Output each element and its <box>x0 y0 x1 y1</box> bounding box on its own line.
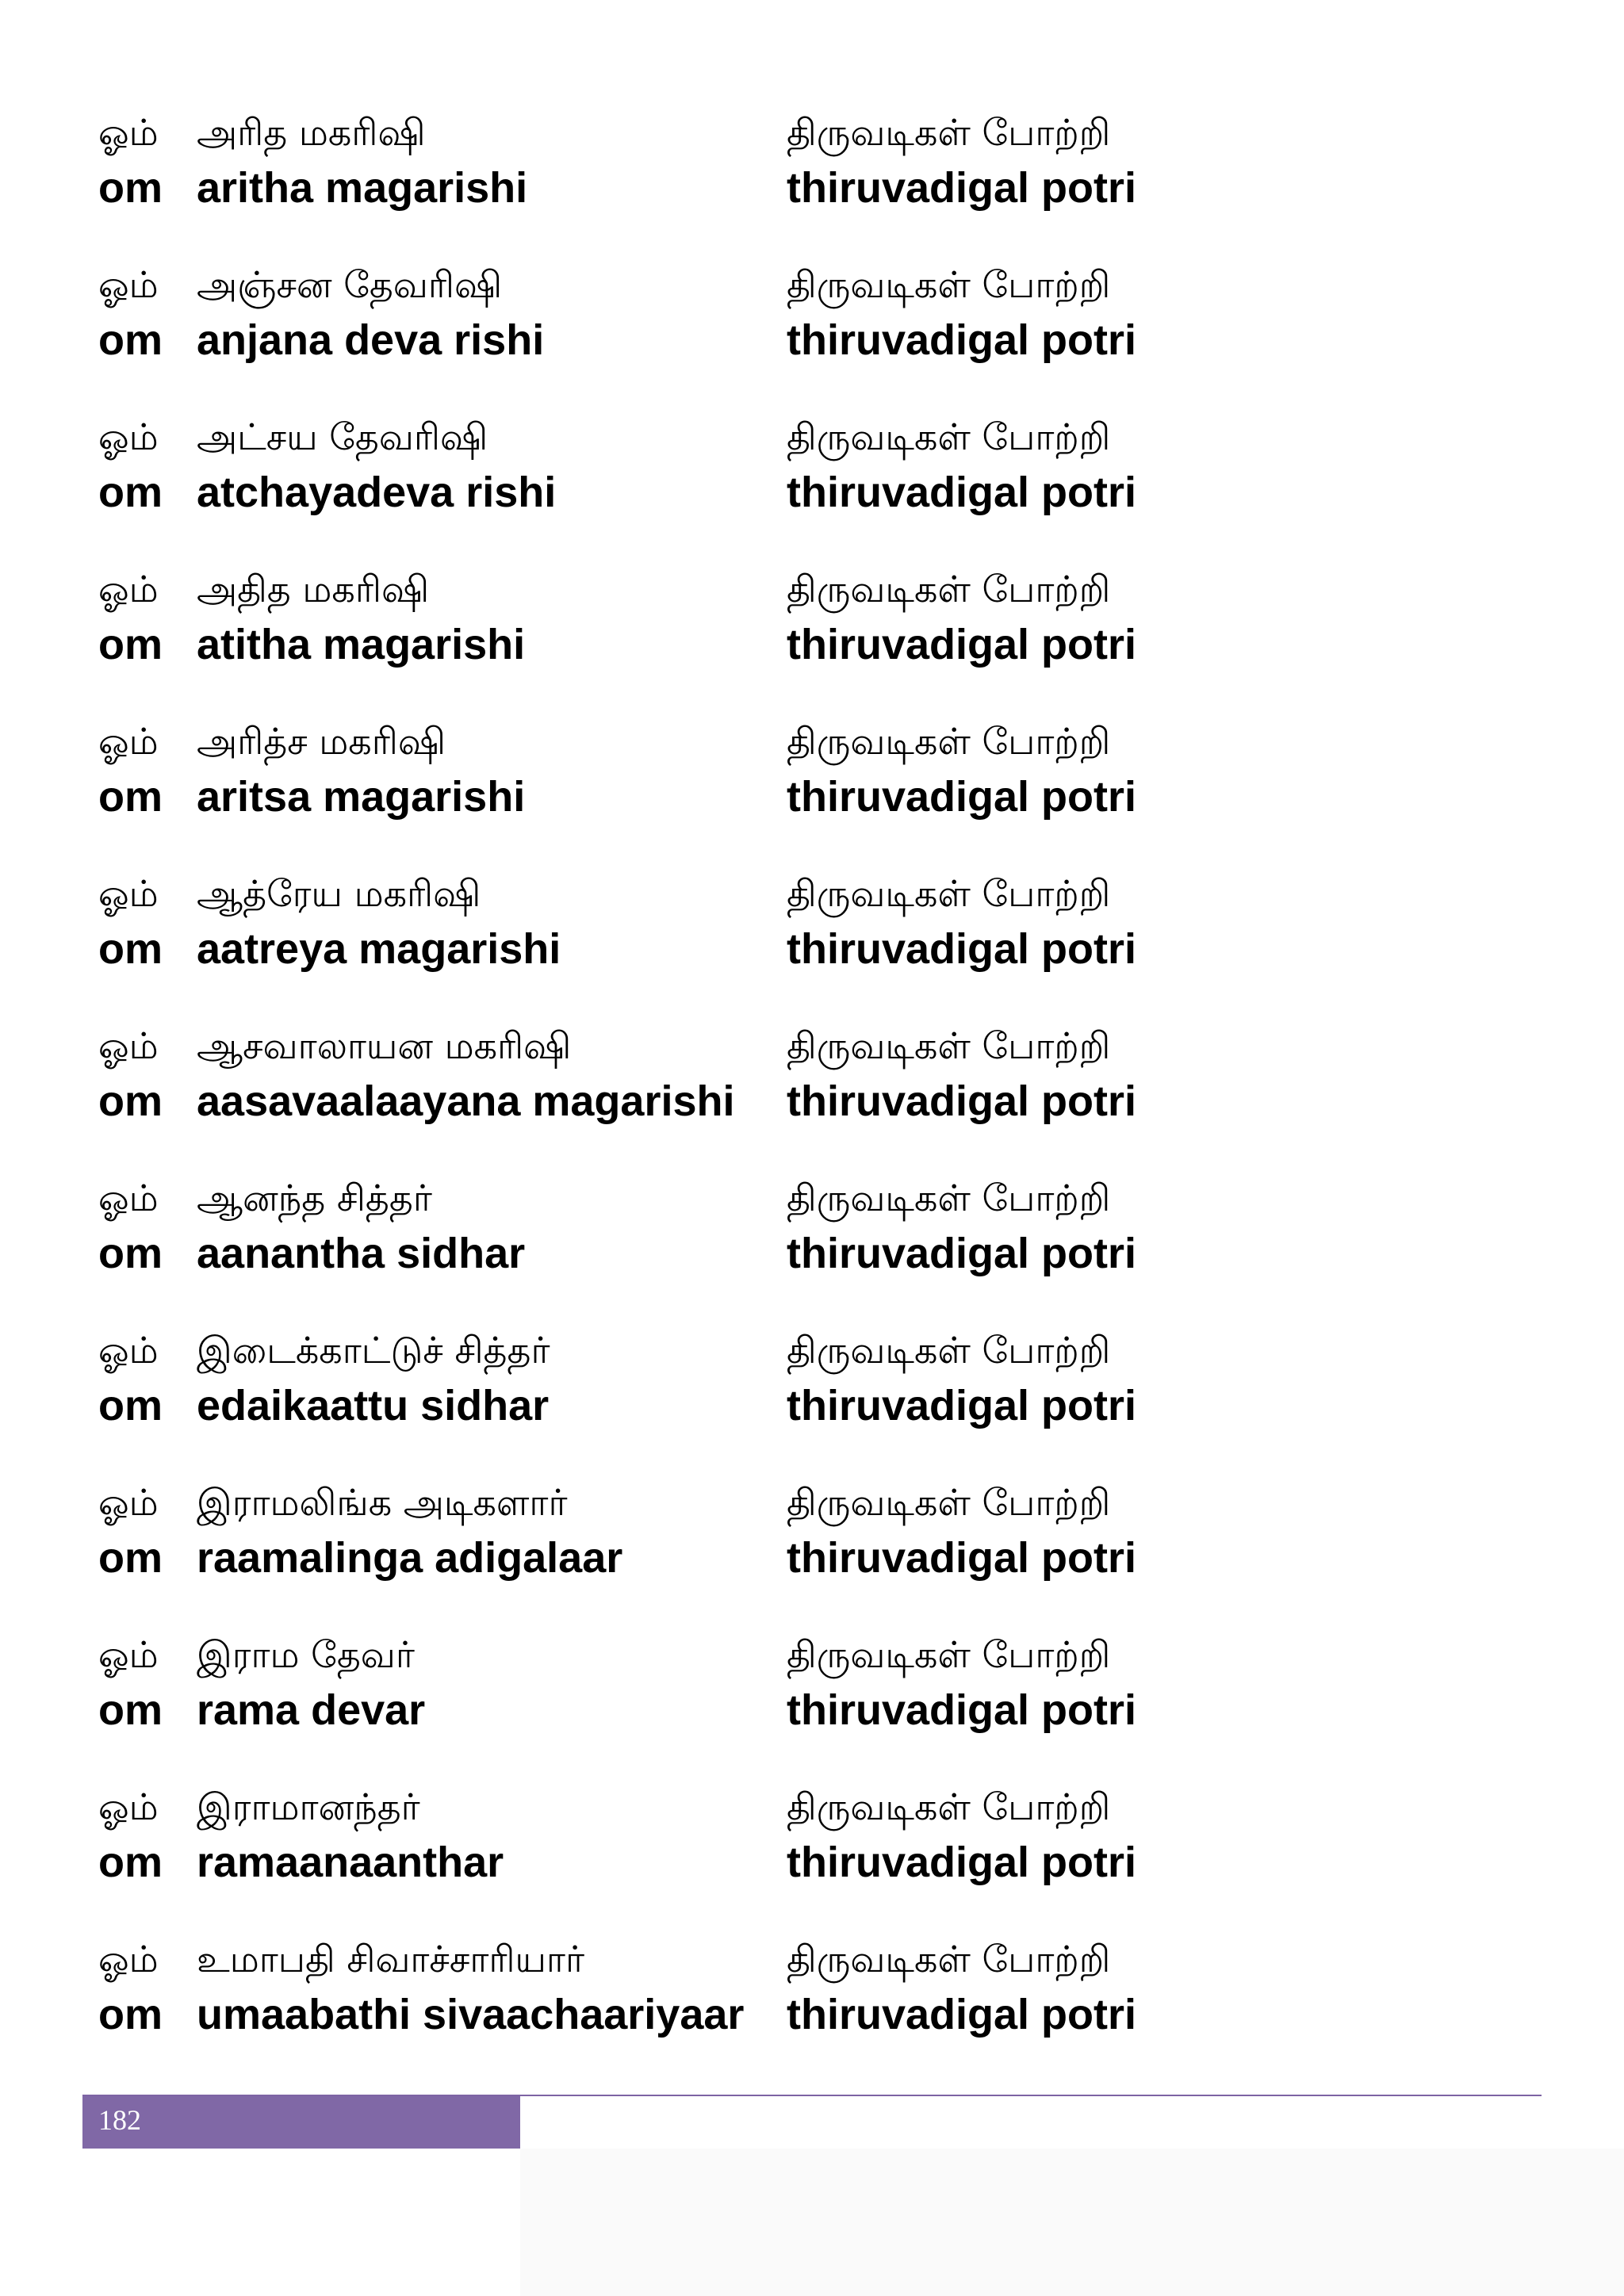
salutation-tamil: திருவடிகள் போற்றி <box>787 568 1111 610</box>
salutation-tamil: திருவடிகள் போற்றி <box>787 1785 1111 1828</box>
sage-name-roman: aanantha sidhar <box>197 1230 526 1277</box>
invocation-entry <box>0 1779 1624 1906</box>
sage-name-tamil: ஆசவாலாயன மகரிஷி <box>197 1024 572 1067</box>
sage-name-roman: aritha magarishi <box>197 164 528 212</box>
salutation-roman: thiruvadigal potri <box>787 1991 1137 2038</box>
om-roman: om <box>98 1534 163 1582</box>
salutation-tamil: திருவடிகள் போற்றி <box>787 1938 1111 1980</box>
transliteration-line <box>0 1682 1624 1738</box>
sage-name-roman: aatreya magarishi <box>197 925 561 973</box>
transliteration-line <box>0 921 1624 977</box>
salutation-tamil: திருவடிகள் போற்றி <box>787 1481 1111 1524</box>
salutation-roman: thiruvadigal potri <box>787 164 1137 212</box>
sage-name-tamil: அரித்ச மகரிஷி <box>197 720 446 763</box>
sage-name-roman: aritsa magarishi <box>197 773 526 821</box>
transliteration-line <box>0 465 1624 520</box>
invocation-entry <box>0 1322 1624 1449</box>
sage-name-tamil: ஆனந்த சித்தர் <box>197 1177 432 1219</box>
transliteration-line <box>0 1378 1624 1433</box>
tamil-line <box>0 1475 1624 1530</box>
om-tamil: ஓம் <box>98 1633 159 1676</box>
om-roman: om <box>98 773 163 821</box>
om-tamil: ஓம் <box>98 568 159 610</box>
invocation-entry <box>0 409 1624 536</box>
om-tamil: ஓம் <box>98 1024 159 1067</box>
salutation-tamil: திருவடிகள் போற்றி <box>787 872 1111 915</box>
transliteration-line <box>0 1073 1624 1129</box>
page-number: 182 <box>98 2104 141 2136</box>
transliteration-line <box>0 617 1624 672</box>
sage-name-roman: aasavaalaayana magarishi <box>197 1077 735 1125</box>
tamil-line <box>0 1322 1624 1378</box>
tamil-line <box>0 714 1624 769</box>
sage-name-roman: atitha magarishi <box>197 621 526 668</box>
salutation-tamil: திருவடிகள் போற்றி <box>787 1177 1111 1219</box>
sage-name-tamil: அட்சய தேவரிஷி <box>197 415 488 458</box>
sage-name-tamil: அரித மகரிஷி <box>197 111 426 154</box>
salutation-roman: thiruvadigal potri <box>787 316 1137 364</box>
om-roman: om <box>98 1839 163 1886</box>
sage-name-roman: umaabathi sivaachaariyaar <box>197 1991 745 2038</box>
invocation-entry <box>0 1931 1624 2058</box>
om-tamil: ஓம் <box>98 1177 159 1219</box>
sage-name-tamil: உமாபதி சிவாச்சாரியார் <box>197 1938 584 1980</box>
om-roman: om <box>98 1230 163 1277</box>
om-tamil: ஓம் <box>98 415 159 458</box>
transliteration-line <box>0 1835 1624 1890</box>
om-roman: om <box>98 1686 163 1734</box>
salutation-tamil: திருவடிகள் போற்றி <box>787 1633 1111 1676</box>
om-roman: om <box>98 1382 163 1429</box>
tamil-line <box>0 561 1624 617</box>
om-roman: om <box>98 316 163 364</box>
om-roman: om <box>98 164 163 212</box>
salutation-tamil: திருவடிகள் போற்றி <box>787 720 1111 763</box>
tamil-line <box>0 409 1624 465</box>
invocation-entry <box>0 105 1624 232</box>
salutation-roman: thiruvadigal potri <box>787 469 1137 516</box>
tamil-line <box>0 1627 1624 1682</box>
salutation-tamil: திருவடிகள் போற்றி <box>787 415 1111 458</box>
salutation-roman: thiruvadigal potri <box>787 773 1137 821</box>
om-roman: om <box>98 621 163 668</box>
transliteration-line <box>0 769 1624 825</box>
om-tamil: ஓம் <box>98 263 159 306</box>
salutation-roman: thiruvadigal potri <box>787 925 1137 973</box>
salutation-roman: thiruvadigal potri <box>787 1077 1137 1125</box>
sage-name-roman: atchayadeva rishi <box>197 469 557 516</box>
sage-name-roman: anjana deva rishi <box>197 316 545 364</box>
sage-name-tamil: இராமானந்தர் <box>197 1785 420 1828</box>
salutation-roman: thiruvadigal potri <box>787 621 1137 668</box>
invocation-entry <box>0 257 1624 384</box>
om-roman: om <box>98 1077 163 1125</box>
tamil-line <box>0 1779 1624 1835</box>
tamil-line <box>0 105 1624 160</box>
salutation-roman: thiruvadigal potri <box>787 1839 1137 1886</box>
tamil-line <box>0 1018 1624 1073</box>
salutation-roman: thiruvadigal potri <box>787 1686 1137 1734</box>
sage-name-roman: ramaanaanthar <box>197 1839 504 1886</box>
invocation-entry <box>0 1475 1624 1601</box>
om-tamil: ஓம் <box>98 1481 159 1524</box>
om-tamil: ஓம் <box>98 1938 159 1980</box>
sage-name-tamil: இராம தேவர் <box>197 1633 415 1676</box>
tamil-line <box>0 1931 1624 1987</box>
om-tamil: ஓம் <box>98 720 159 763</box>
tamil-line <box>0 866 1624 921</box>
tamil-line <box>0 1170 1624 1226</box>
om-tamil: ஓம் <box>98 1785 159 1828</box>
transliteration-line <box>0 160 1624 216</box>
tamil-line <box>0 257 1624 312</box>
sage-name-roman: raamalinga adigalaar <box>197 1534 623 1582</box>
om-roman: om <box>98 1991 163 2038</box>
salutation-tamil: திருவடிகள் போற்றி <box>787 1024 1111 1067</box>
invocation-entry <box>0 866 1624 993</box>
salutation-roman: thiruvadigal potri <box>787 1382 1137 1429</box>
salutation-roman: thiruvadigal potri <box>787 1230 1137 1277</box>
sage-name-tamil: அஞ்சன தேவரிஷி <box>197 263 503 306</box>
sage-name-tamil: அதித மகரிஷி <box>197 568 430 610</box>
page-bottom-shade <box>520 2149 1624 2296</box>
salutation-roman: thiruvadigal potri <box>787 1534 1137 1582</box>
om-roman: om <box>98 925 163 973</box>
sage-name-roman: edaikaattu sidhar <box>197 1382 550 1429</box>
om-tamil: ஓம் <box>98 1329 159 1372</box>
om-tamil: ஓம் <box>98 872 159 915</box>
sage-name-roman: rama devar <box>197 1686 426 1734</box>
page-number-tab <box>82 2096 520 2149</box>
sage-name-tamil: இடைக்காட்டுச் சித்தர் <box>197 1329 550 1372</box>
invocation-entry <box>0 1627 1624 1754</box>
salutation-tamil: திருவடிகள் போற்றி <box>787 111 1111 154</box>
sage-name-tamil: இராமலிங்க அடிகளார் <box>197 1481 568 1524</box>
invocation-entry <box>0 714 1624 840</box>
transliteration-line <box>0 1530 1624 1586</box>
invocation-entry <box>0 1170 1624 1297</box>
transliteration-line <box>0 312 1624 368</box>
invocation-entry <box>0 1018 1624 1145</box>
invocation-entry <box>0 561 1624 688</box>
salutation-tamil: திருவடிகள் போற்றி <box>787 263 1111 306</box>
salutation-tamil: திருவடிகள் போற்றி <box>787 1329 1111 1372</box>
transliteration-line <box>0 1226 1624 1281</box>
transliteration-line <box>0 1987 1624 2042</box>
sage-name-tamil: ஆத்ரேய மகரிஷி <box>197 872 481 915</box>
om-tamil: ஓம் <box>98 111 159 154</box>
om-roman: om <box>98 469 163 516</box>
